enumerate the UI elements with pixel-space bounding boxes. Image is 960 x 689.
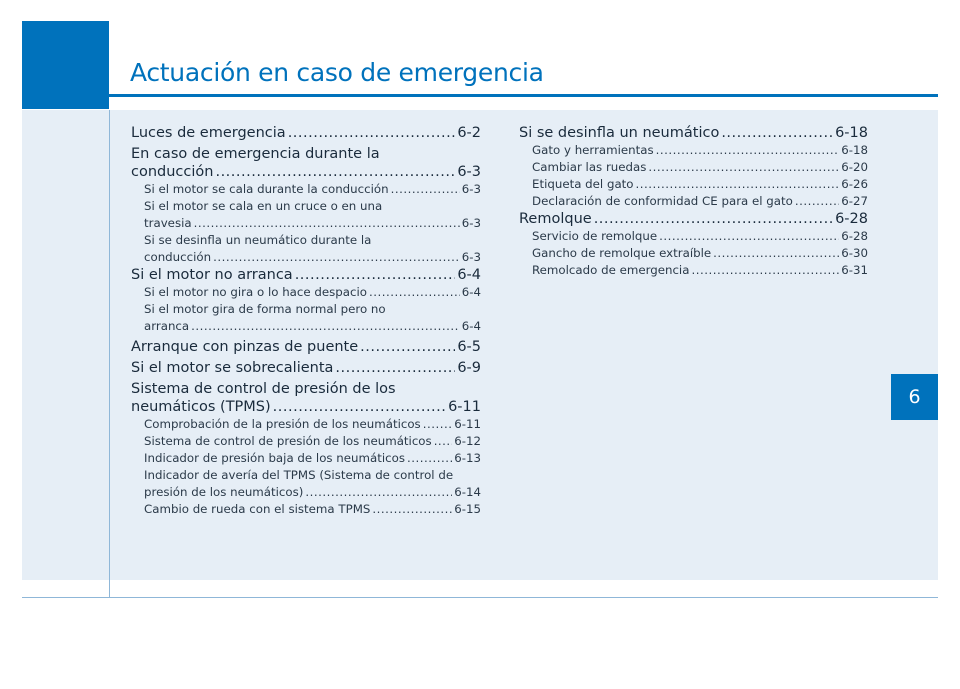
toc-subentry-label: travesia — [144, 216, 192, 230]
toc-entry-label: neumáticos (TPMS) — [131, 399, 271, 415]
toc-subentry-page: 6-18 — [841, 143, 868, 157]
toc-leader — [335, 359, 455, 377]
toc-subentry-label: Declaración de conformidad CE para el gato — [532, 194, 793, 208]
toc-subentry-page: 6-30 — [841, 246, 868, 260]
toc-leader — [288, 124, 456, 142]
toc-subentry-label: Indicador de presión baja de los neumáticos — [144, 451, 405, 465]
toc-subentry-page: 6-27 — [841, 194, 868, 208]
header-color-block — [22, 21, 109, 109]
title-underline — [109, 94, 938, 97]
toc-entry-label: Si el motor se sobrecalienta — [131, 360, 334, 376]
toc-leader — [273, 398, 446, 416]
toc-leader — [305, 484, 452, 501]
toc-subentry-label: conducción — [144, 250, 212, 264]
toc-subentry-page: 6-4 — [461, 285, 481, 299]
toc-subentry[interactable] — [131, 284, 481, 301]
toc-subentry[interactable] — [131, 416, 481, 433]
toc-subentry-page: 6-11 — [454, 417, 481, 431]
toc-subentry-label: Cambio de rueda con el sistema TPMS — [144, 502, 371, 516]
toc-leader — [721, 124, 833, 142]
toc-leader — [434, 433, 453, 450]
toc-entry-page: 6-2 — [457, 125, 481, 141]
toc-leader — [713, 245, 839, 262]
toc-entry-line[interactable]: Sistema de control de presión de los — [131, 381, 396, 397]
toc-subentry-label: Gancho de remolque extraíble — [532, 246, 712, 260]
toc-entry-page: 6-28 — [835, 211, 868, 227]
toc-subentry[interactable] — [131, 501, 481, 518]
toc-subentry-label: Cambiar las ruedas — [532, 160, 647, 174]
toc-subentry-label: Servicio de remolque — [532, 229, 658, 243]
toc-entry-label: Luces de emergencia — [131, 125, 286, 141]
toc-subentry-page: 6-26 — [841, 177, 868, 191]
toc-subentry-page: 6-20 — [841, 160, 868, 174]
toc-entry[interactable] — [131, 359, 481, 377]
toc-entry[interactable] — [131, 266, 481, 284]
toc-subentry[interactable] — [519, 193, 868, 210]
toc-entry-label: Si se desinfla un neumático — [519, 125, 720, 141]
chapter-tab[interactable]: 6 — [891, 374, 938, 420]
toc-subentry-label: presión de los neumáticos) — [144, 485, 304, 499]
toc-subentry-line[interactable]: Si el motor gira de forma normal pero no — [144, 302, 386, 316]
toc-entry-label: Si el motor no arranca — [131, 267, 293, 283]
toc-subentry[interactable] — [131, 249, 481, 266]
toc-subentry-line[interactable]: Indicador de avería del TPMS (Sistema de control de — [144, 468, 454, 482]
toc-leader — [795, 193, 839, 210]
toc-leader — [194, 215, 460, 232]
toc-leader — [423, 416, 453, 433]
toc-subentry[interactable] — [131, 318, 481, 335]
toc-column-left — [131, 124, 481, 518]
toc-entry[interactable] — [131, 163, 481, 181]
toc-leader — [191, 318, 460, 335]
toc-entry-page: 6-4 — [457, 267, 481, 283]
toc-subentry[interactable] — [519, 262, 868, 279]
toc-subentry-label: Si el motor se cala durante la conducción — [144, 182, 389, 196]
page-title: Actuación en caso de emergencia — [130, 58, 544, 87]
toc-entry-page: 6-18 — [835, 125, 868, 141]
toc-entry[interactable] — [131, 124, 481, 142]
toc-subentry-label: Etiqueta del gato — [532, 177, 634, 191]
toc-subentry[interactable] — [519, 142, 868, 159]
toc-entry[interactable] — [519, 210, 868, 228]
toc-entry-page: 6-3 — [457, 164, 481, 180]
toc-entry[interactable] — [131, 338, 481, 356]
toc-subentry-page: 6-28 — [841, 229, 868, 243]
toc-leader — [636, 176, 840, 193]
toc-entry-line[interactable]: En caso de emergencia durante la — [131, 146, 380, 162]
toc-subentry[interactable] — [519, 245, 868, 262]
toc-subentry-page: 6-15 — [454, 502, 481, 516]
toc-leader — [391, 181, 460, 198]
toc-subentry-label: Gato y herramientas — [532, 143, 654, 157]
toc-subentry-line[interactable]: Si el motor se cala en un cruce o en una — [144, 199, 383, 213]
margin-vertical-rule — [109, 110, 110, 598]
toc-subentry-page: 6-3 — [461, 182, 481, 196]
footer-horizontal-rule — [22, 597, 938, 598]
toc-subentry-label: Comprobación de la presión de los neumáticos — [144, 417, 421, 431]
toc-entry-page: 6-11 — [448, 399, 481, 415]
toc-leader — [372, 501, 452, 518]
toc-subentry-page: 6-12 — [454, 434, 481, 448]
toc-subentry-label: Remolcado de emergencia — [532, 263, 690, 277]
toc-subentry-page: 6-3 — [461, 216, 481, 230]
toc-entry[interactable] — [519, 124, 868, 142]
toc-leader — [691, 262, 839, 279]
toc-subentry[interactable] — [131, 181, 481, 198]
toc-subentry[interactable] — [131, 450, 481, 467]
toc-column-right — [519, 124, 868, 279]
toc-subentry[interactable] — [519, 228, 868, 245]
toc-leader — [648, 159, 839, 176]
toc-leader — [360, 338, 455, 356]
toc-leader — [215, 163, 455, 181]
toc-subentry[interactable] — [519, 176, 868, 193]
toc-leader — [295, 266, 456, 284]
toc-leader — [656, 142, 840, 159]
toc-subentry[interactable] — [131, 433, 481, 450]
toc-entry-label: Remolque — [519, 211, 592, 227]
toc-leader — [369, 284, 460, 301]
toc-leader — [659, 228, 839, 245]
toc-subentry-page: 6-31 — [841, 263, 868, 277]
toc-subentry-page: 6-14 — [454, 485, 481, 499]
toc-entry-page: 6-5 — [457, 339, 481, 355]
toc-entry[interactable] — [131, 398, 481, 416]
toc-entry-label: Arranque con pinzas de puente — [131, 339, 359, 355]
toc-subentry-label: arranca — [144, 319, 190, 333]
toc-subentry[interactable] — [519, 159, 868, 176]
toc-subentry-page: 6-4 — [461, 319, 481, 333]
toc-entry-page: 6-9 — [457, 360, 481, 376]
toc-subentry[interactable] — [131, 215, 481, 232]
toc-leader — [594, 210, 833, 228]
toc-entry-label: conducción — [131, 164, 214, 180]
toc-subentry-page: 6-13 — [454, 451, 481, 465]
toc-leader — [407, 450, 452, 467]
toc-leader — [213, 249, 460, 266]
toc-subentry[interactable] — [131, 484, 481, 501]
toc-subentry-label: Sistema de control de presión de los neumáticos — [144, 434, 432, 448]
toc-subentry-page: 6-3 — [461, 250, 481, 264]
toc-subentry-label: Si el motor no gira o lo hace despacio — [144, 285, 367, 299]
toc-subentry-line[interactable]: Si se desinfla un neumático durante la — [144, 233, 372, 247]
